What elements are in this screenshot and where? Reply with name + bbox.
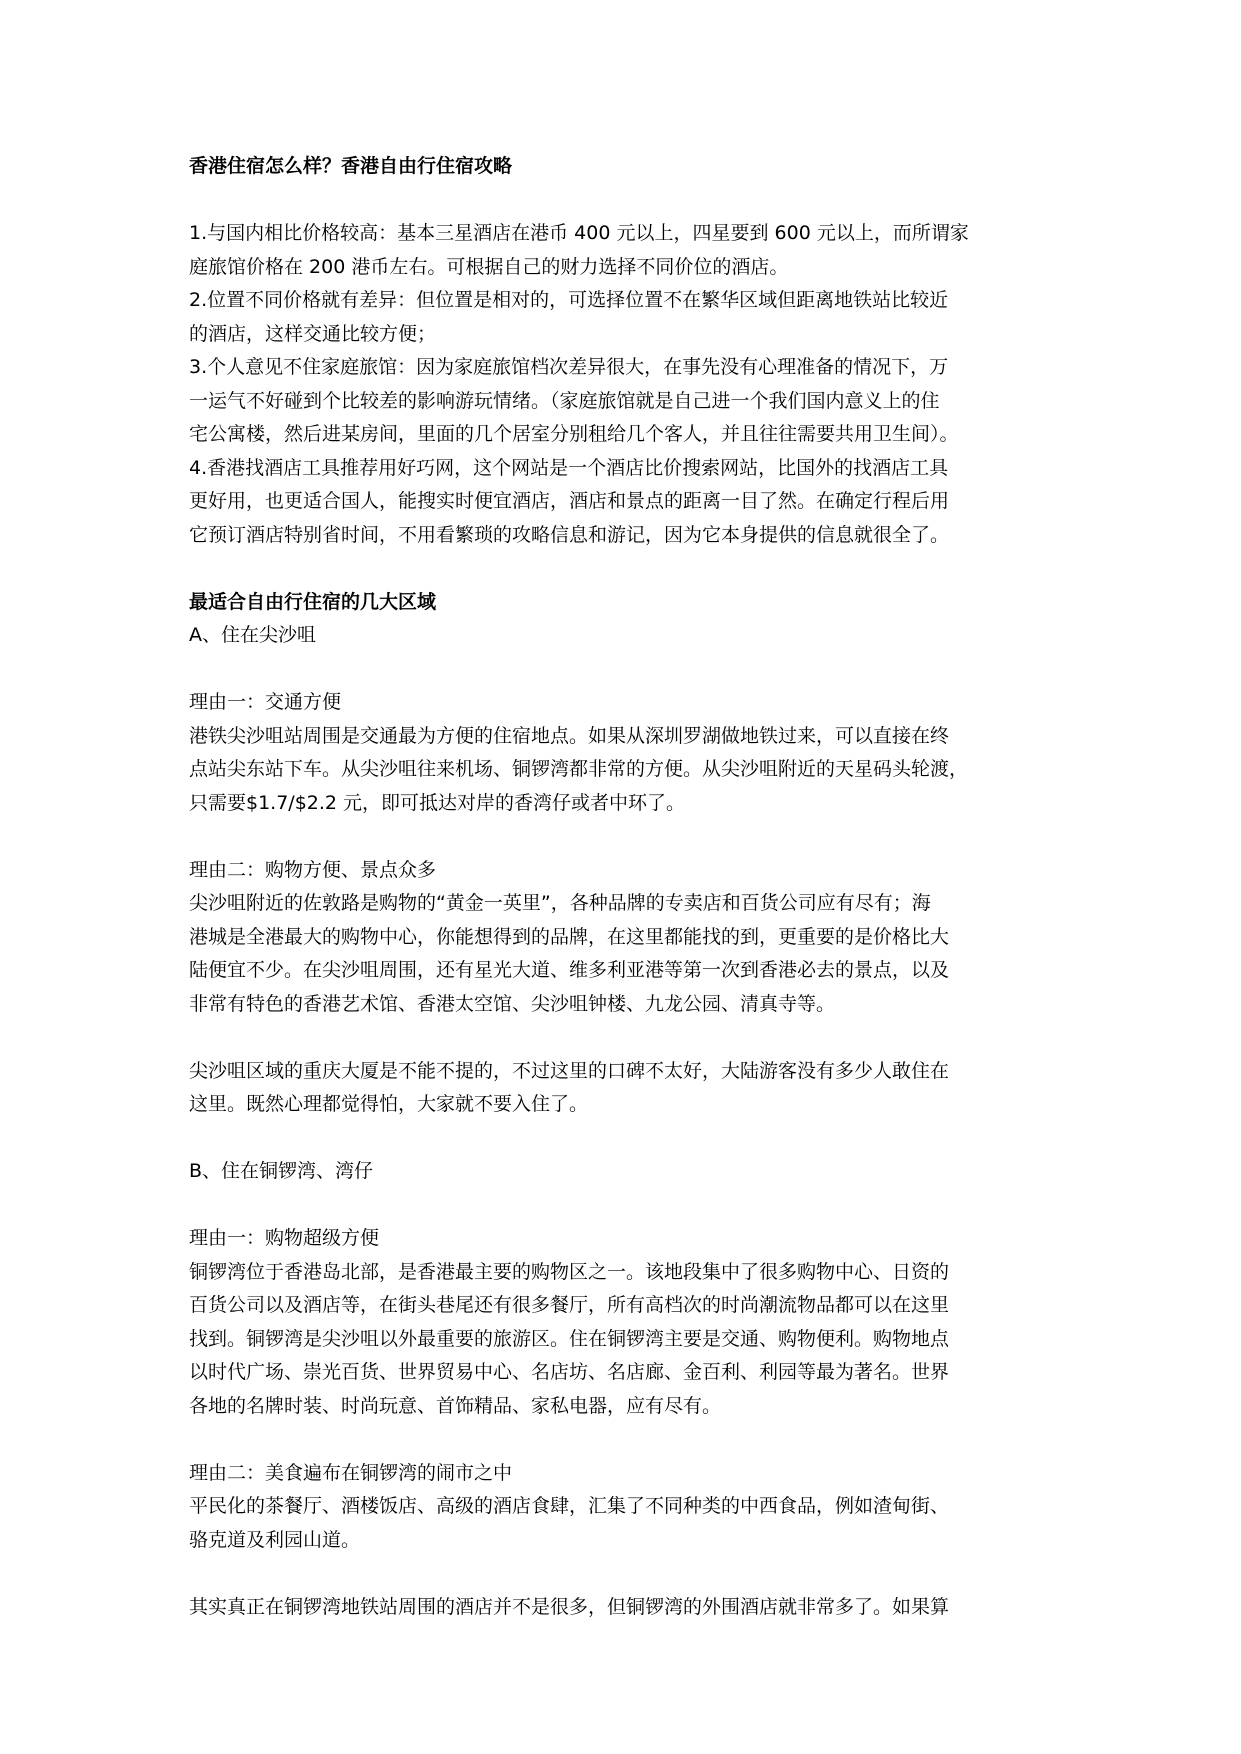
intro-line: 1.与国内相比价格较高：基本三星酒店在港币 400 元以上，四星要到 600 元以上，而所谓家 bbox=[189, 222, 969, 244]
paragraph-line: 其实真正在铜锣湾地铁站周围的酒店并不是很多，但铜锣湾的外围酒店就非常多了。如果算 bbox=[189, 1595, 950, 1618]
intro-line: 一运气不好碰到个比较差的影响游玩情绪。（家庭旅馆就是自己进一个我们国内意义上的住 bbox=[189, 389, 940, 412]
paragraph-line: 尖沙咀区域的重庆大厦是不能不提的，不过这里的口碑不太好，大陆游客没有多少人敢住在 bbox=[189, 1059, 950, 1082]
intro-line: 的酒店，这样交通比较方便； bbox=[189, 322, 437, 345]
paragraph-line: 尖沙咀附近的佐敦路是购物的“黄金一英里”，各种品牌的专卖店和百货公司应有尽有；海 bbox=[189, 892, 931, 914]
paragraph-line: 以时代广场、崇光百货、世界贸易中心、名店坊、名店廊、金百利、利园等最为著名。世界 bbox=[189, 1361, 950, 1383]
intro-line: 它预订酒店特别省时间，不用看繁琐的攻略信息和游记，因为它本身提供的信息就很全了。 bbox=[189, 523, 950, 546]
a-reason1-body bbox=[189, 720, 1069, 821]
page-title: 香港住宿怎么样？香港自由行住宿攻略 bbox=[189, 155, 513, 177]
paragraph-line: 陆便宜不少。在尖沙咀周围，还有星光大道、维多利亚港等第一次到香港必去的景点，以及 bbox=[189, 959, 950, 981]
a-reason2-body bbox=[189, 887, 1069, 1021]
a-note bbox=[189, 1055, 1069, 1122]
area-b-title: B、住在铜锣湾、湾仔 bbox=[189, 1160, 374, 1182]
intro-line: 2.位置不同价格就有差异：但位置是相对的，可选择位置不在繁华区域但距离地铁站比较近 bbox=[189, 289, 949, 311]
paragraph-line: 非常有特色的香港艺术馆、香港太空馆、尖沙咀钟楼、九龙公园、清真寺等。 bbox=[189, 992, 836, 1015]
document-page bbox=[189, 150, 1069, 1624]
paragraph-line: 百货公司以及酒店等，在街头巷尾还有很多餐厅，所有高档次的时尚潮流物品都可以在这里 bbox=[189, 1294, 950, 1316]
paragraph-line: 各地的名牌时装、时尚玩意、首饰精品、家私电器，应有尽有。 bbox=[189, 1394, 722, 1417]
paragraph-line: 这里。既然心理都觉得怕，大家就不要入住了。 bbox=[189, 1093, 589, 1115]
b-reason2-body bbox=[189, 1490, 1069, 1557]
paragraph-line: 平民化的茶餐厅、酒楼饭店、高级的酒店食肆，汇集了不同种类的中西食品，例如渣甸街、 bbox=[189, 1495, 950, 1517]
intro-block bbox=[189, 217, 1069, 552]
b-reason1-body bbox=[189, 1256, 1069, 1424]
paragraph-line: 点站尖东站下车。从尖沙咀往来机场、铜锣湾都非常的方便。从尖沙咀附近的天星码头轮渡， bbox=[189, 758, 969, 780]
b-reason2-title: 理由二：美食遍布在铜锣湾的闹市之中 bbox=[189, 1461, 513, 1484]
b-note bbox=[189, 1591, 1069, 1625]
paragraph-line: 港城是全港最大的购物中心，你能想得到的品牌，在这里都能找的到，更重要的是价格比大 bbox=[189, 925, 950, 948]
section-heading: 最适合自由行住宿的几大区域 bbox=[189, 590, 437, 613]
intro-line: 宅公寓楼，然后进某房间，里面的几个居室分别租给几个客人，并且往往需要共用卫生间）。 bbox=[189, 423, 959, 445]
paragraph-line: 骆克道及利园山道。 bbox=[189, 1528, 361, 1551]
b-reason1-title: 理由一：购物超级方便 bbox=[189, 1227, 380, 1249]
intro-line: 4.香港找酒店工具推荐用好巧网，这个网站是一个酒店比价搜索网站，比国外的找酒店工具 bbox=[189, 456, 949, 479]
area-a-title: A、住在尖沙咀 bbox=[189, 624, 316, 646]
a-reason2-title: 理由二：购物方便、景点众多 bbox=[189, 858, 437, 881]
paragraph-line: 铜锣湾位于香港岛北部，是香港最主要的购物区之一。该地段集中了很多购物中心、日资的 bbox=[189, 1260, 950, 1283]
intro-line: 庭旅馆价格在 200 港币左右。可根据自己的财力选择不同价位的酒店。 bbox=[189, 255, 789, 278]
paragraph-line: 只需要$1.7/$2.2 元，即可抵达对岸的香湾仔或者中环了。 bbox=[189, 791, 686, 814]
a-reason1-title: 理由一：交通方便 bbox=[189, 691, 342, 713]
paragraph-line: 找到。铜锣湾是尖沙咀以外最重要的旅游区。住在铜锣湾主要是交通、购物便利。购物地点 bbox=[189, 1327, 950, 1350]
paragraph-line: 港铁尖沙咀站周围是交通最为方便的住宿地点。如果从深圳罗湖做地铁过来，可以直接在终 bbox=[189, 724, 950, 747]
intro-line: 更好用，也更适合国人，能搜实时便宜酒店，酒店和景点的距离一目了然。在确定行程后用 bbox=[189, 490, 950, 512]
intro-line: 3.个人意见不住家庭旅馆：因为家庭旅馆档次差异很大，在事先没有心理准备的情况下，万 bbox=[189, 356, 949, 378]
